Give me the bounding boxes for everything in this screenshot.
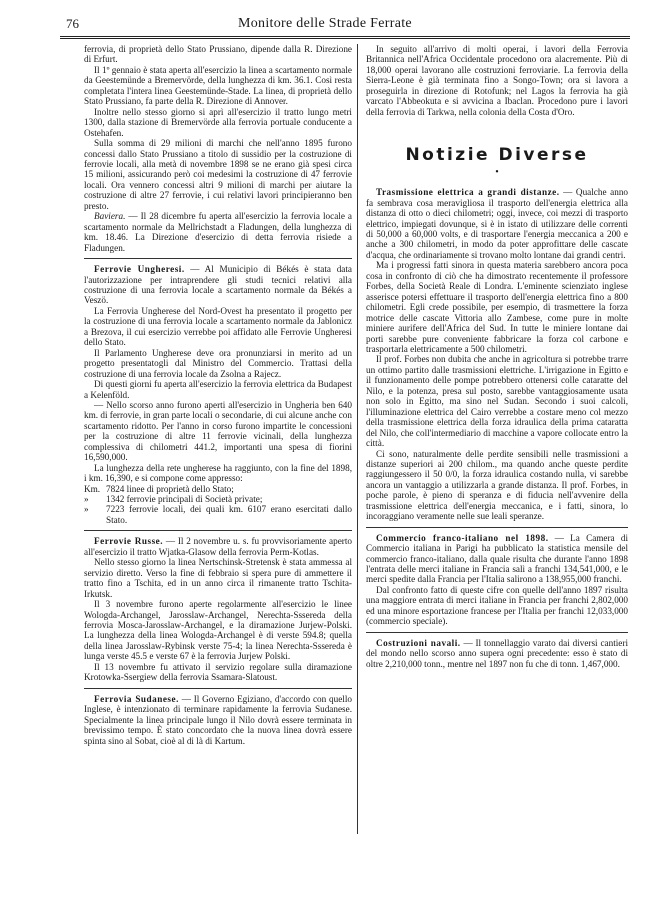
section-heading: Costruzioni navali. [376, 637, 461, 648]
paragraph: Inoltre nello stesso giorno si aprì all'esercizio il tratto lungo metri 1300, dalla stazione di Bremervörde alla ferrovia portuale conducente a Ostehafen. [84, 106, 352, 138]
column-divider [357, 44, 358, 834]
paragraph [84, 536, 352, 557]
paragraph: ferrovia, di proprietà dello Stato Prussiano, dipende dalla R. Direzione di Erfurt. [84, 44, 352, 65]
journal-title: Monitore delle Strade Ferrate [238, 16, 412, 31]
running-header [58, 14, 630, 38]
section-rule [366, 632, 628, 633]
paragraph: Dal confronto fatto di queste cifre con quelle dell'anno 1897 risulta una maggiore entrata di merci italiane in Francia per franchi 2,802,000 ed una minore esportazione francese per l'Italia per franchi 12,033,000 (commercio speciale). [366, 584, 628, 627]
section-rule [84, 258, 352, 259]
section-heading: Trasmissione elettrica a grandi distanze. [376, 187, 560, 198]
paragraph: Il 3 novembre furono aperte regolarmente all'esercizio le linee Wologda-Archangel, Jarosslaw-Archangel, Nerechta-Sssereda della ferrovia Mosca-Jarosslaw-Archangel, e la diramazione Jurjew-Polski. La lunghezza della linea Wologda-Archangel è di verste 594.8; quella della linea Jarosslaw-Rybinsk verste 75-4; la linea Nerechta-Sssereda è lunga verste 45.5 e verste 67 è la ferrovia Jurjew Polski. [84, 599, 352, 662]
paragraph: Il 13 novembre fu attivato il servizio regolare sulla diramazione Krotowka-Ssergiew della ferrovia Ssamara-Slatoust. [84, 661, 352, 683]
paragraph [366, 187, 628, 260]
paragraph: La Ferrovia Ungherese del Nord-Ovest ha presentato il progetto per la costruzione di una ferrovia locale a scartamento normale da Jablonicz a Brezova, il cui esercizio verrebbe poi affidato alle Ferrovie Ungheresi dello Stato. [84, 305, 352, 348]
list-item [84, 494, 352, 504]
paragraph: Il prof. Forbes non dubita che anche in agricoltura si potrebbe trarre un ottimo partito dalle trasmissioni elettriche. L'irrigazione in Egitto e il funzionamento delle pompe potrebbero ottenersi colle cataratte del Nilo, e la potenza, presa sul posto, sarebbe vantaggiosamente usata non solo in Egitto, ma sino nel Sudan. Secondo i suoi calcoli, l'illuminazione elettrica del Cairo verrebbe a costare meno col mezzo della trasmissione elettrica della forza idraulica della prima cataratta del Nilo, che coll'intermediario di macchine a vapore collocate entro la città. [366, 354, 628, 449]
paragraph: Sulla somma di 29 milioni di marchi che nell'anno 1895 furono concessi dallo Stato Prussiano a titolo di sussidio per la costruzione di ferrovie locali, alla metà di novembre 1898 se ne erano già spesi circa 15 milioni, assicurando però coi medesimi la costruzione di 47 ferrovie locali. Ora vennero concessi altri 9 milioni di marchi per aiutare la costruzione di altre 27 ferrovie, i cui relativi lavori principieranno ben presto. [84, 138, 352, 211]
section-rule [366, 527, 628, 528]
paragraph-text: — La Camera di Commercio italiana in Parigi ha pubblicato la statistica mensile del commercio franco-italiano, dalla quale risulta che durante l'anno 1898 l'entrata delle merci italiane in Francia salì a franchi 134,541,000, e le merci spedite dalla Francia per l'Italia salirono a 138,955,000 franchi. [366, 532, 628, 585]
paragraph [84, 264, 352, 306]
paragraph-text: — Il Governo Egiziano, d'accordo con quello Inglese, è intenzionato di terminare rapidamente la ferrovia Sudanese. Specialmente la linea principale lungo il Nilo dovrà essere terminata in brevissimo tempo. È stato concordato che la nuova linea dovrà essere spinta sino al Sobat, cioè al di là di Kartum. [84, 693, 352, 746]
paragraph-text: — Il tonnellaggio varato dai diversi cantieri del mondo nello scorso anno supera ogni precedente: esso è stato di oltre 2,210,000 tonn., mentre nel 1897 non fu che di tonn. 1,467,000. [366, 637, 628, 669]
paragraph: Il 1º gennaio è stata aperta all'esercizio la linea a scartamento normale da Geestemünde a Bremervörde, della lunghezza di km. 36.1. Così resta completata l'intera linea Geestemünde-Stade. La linea, di proprietà dello Stato Prussiano, fa parte della R. Direzione di Annover. [84, 64, 352, 107]
paragraph: Ci sono, naturalmente delle perdite sensibili nelle trasmissioni a distanze superiori ai 200 chilom., ma quando anche queste perdite raggiungessero il 50 0/0, la forza idraulica costando nulla, vi sarebbe ancora un vantaggio a utilizzarla a grande distanza. Il prof. Forbes, in poche parole, è pieno di speranza e di fiducia nell'avvenire della trasmissione elettrica dell'energia meccanica, e i fatti, sinora, lo incoraggiano veramente nelle sue leali speranze. [366, 448, 628, 522]
list-key: Km. [84, 483, 101, 494]
paragraph: — Nello scorso anno furono aperti all'esercizio in Ungheria ben 640 km. di ferrovie, in gran parte locali o secondarie, di cui alcune anche con scartamento ridotto. Per l'anno in corso furono impartite le concessioni per la costruzione di altre 11 ferrovie vicinali, della lunghezza complessiva di chilometri 441.2, importanti una spesa di fiorini 16,590,000. [84, 399, 352, 463]
paragraph: Ma i progressi fatti sinora in questa materia sarebbero ancora poca cosa in confronto di ciò che ha dimostrato recentemente il professore Forbes, della Società Reale di Londra. L'eminente scienziato inglese asserisce potersi effettuare il trasporto dell'energia elettrica fino a 800 chilometri. Egli crede possibile, per esempio, di trasmettere la forza motrice delle cascate Vittoria allo Zambese, come pure in molte miniere aurifere dell'Africa del Sud. In tutte le miniere lontane dai porti sarebbe pure conveniente fabbricare la forza col carbone e trasportarla elettricamente a 500 chilometri. [366, 260, 628, 354]
paragraph [84, 211, 352, 253]
paragraph: Di questi giorni fu aperta all'esercizio la ferrovia elettrica da Budapest a Kelenföld. [84, 379, 352, 400]
list-item [84, 484, 352, 494]
list-value: 7824 linee di proprietà dello Stato; [106, 483, 234, 494]
section-rule [84, 688, 352, 689]
paragraph [366, 638, 628, 669]
section-rule [84, 530, 352, 531]
list-key: » [84, 494, 89, 505]
paragraph-text: — Al Municipio di Békés è stata data l'autorizzazione per intraprendere gli studi tecnici relativi alla costruzione di una ferrovia locale a scartamento normale da Békés a Veszö. [84, 264, 352, 306]
paragraph [366, 533, 628, 585]
list-key: » [84, 504, 89, 515]
section-title: Notizie Diverse [405, 145, 589, 166]
section-heading: Ferrovia Sudanese. [94, 693, 179, 704]
section-heading: Ferrovie Russe. [94, 536, 164, 547]
list-value: 7223 ferrovie locali, dei quali km. 6107 erano esercitati dallo Stato. [106, 504, 352, 525]
ornament-dot: • [495, 167, 499, 179]
section-heading: Baviera. [94, 211, 126, 222]
paragraph: La lunghezza della rete ungherese ha raggiunto, con la fine del 1898, i km. 16,390, e si compone come appresso: [84, 462, 352, 484]
paragraph-text: — Il 2 novembre u. s. fu provvisoriamente aperto all'esercizio il tratto Wjatka-Glasow della ferrovia Perm-Kotlas. [84, 536, 352, 557]
left-column [84, 44, 352, 884]
paragraph: In seguito all'arrivo di molti operai, i lavori della Ferrovia Britannica nell'Africa Occidentale procedono ora alacremente. Più di 18,000 operai lavorano alle costruzioni ferroviarie. La ferrovia della Sierra-Leone è già terminata fino a Songo-Town; ora si lavora a proseguirla in direzione di Rotofunk; nel Lagos la ferrovia ha già varcato l'Abbeokuta e si avvicina a Ibaclan. Procedono pure i lavori della ferrovia di Tarkwa, nella colonia della Costa d'Oro. [366, 44, 628, 117]
list-value: 1342 ferrovie principali di Società private; [106, 494, 263, 505]
page-number: 76 [66, 16, 79, 31]
right-column [366, 44, 628, 884]
paragraph-text: — Qualche anno fa sembrava cosa meravigliosa il trasporto dell'energia elettrica alla distanza di otto o dieci chilometri; oggi, invece, coi mezzi di trasporto elettrico, impiegati dovunque, si è in istato di utilizzare delle correnti di 50,000 a 60,000 volts, e di trasportare l'energia meccanica a 200 e anche a 300 chilometri, in modo da poter approfittare delle cascate d'acqua, che ordinariamente si trovano molto lontane dai grandi centri. [366, 187, 628, 260]
paragraph-text: — Il 28 dicembre fu aperta all'esercizio la ferrovia locale a scartamento normale da Mellrichstadt a Fladungen, della lunghezza di km. 18.46. La Direzione d'esercizio di detta ferrovia risiede a Fladungen. [84, 211, 352, 253]
header-rule [60, 36, 630, 39]
list-item [84, 504, 352, 525]
section-heading: Ferrovie Ungheresi. [94, 264, 185, 275]
paragraph [84, 694, 352, 746]
paragraph: Il Parlamento Ungherese deve ora pronunziarsi in merito ad un progetto presentatogli dal Ministro del Commercio. Trattasi della costruzione di una ferrovia locale da Zsolna a Rajecz. [84, 347, 352, 379]
paragraph: Nello stesso giorno la linea Nertschinsk-Stretensk è stata ammessa al servizio diretto. Verso la fine di febbraio si spera pure di ammettere il tratto fino a Tschita, ed in un anno circa il rimanente tratto Tschita-Irkutsk. [84, 557, 352, 599]
section-heading: Commercio franco-italiano nel 1898. [376, 532, 549, 543]
